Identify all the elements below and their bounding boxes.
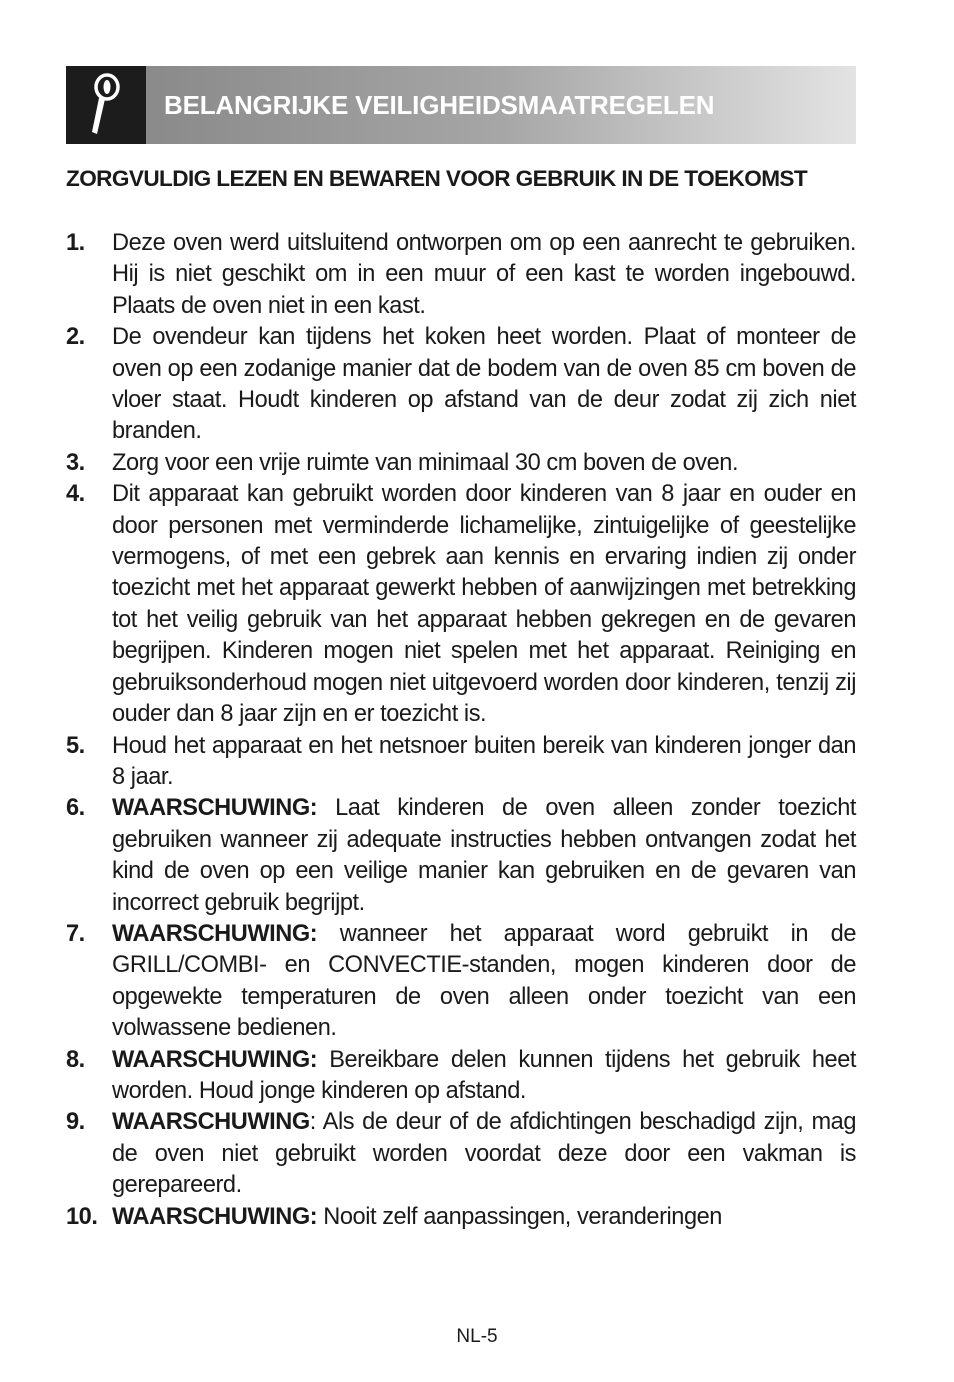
list-item [66,1107,856,1201]
list-item [66,919,856,1045]
subtitle: ZORGVULDIG LEZEN EN BEWAREN VOOR GEBRUIK IN DE TOEKOMST [66,166,808,191]
header-icon-box [66,66,146,144]
warning-label: WAARSCHUWING [112,1109,310,1136]
list-item [66,228,856,322]
item-text [112,1045,856,1108]
list-item [66,1045,856,1108]
item-body: : Als de deur of de afdichtingen beschadigd zijn, mag de oven niet gebruikt worden voordat deze door een vakman is gerepareerd. [112,1109,856,1199]
item-number: 9. [66,1109,85,1136]
item-text [112,228,856,322]
list-item [66,793,856,919]
item-number: 1. [66,230,85,256]
item-body: Dit apparaat kan gebruikt worden door kinderen van 8 jaar en ouder en door personen met verminderde lichamelijke, zintuigelijke of geestelijke vermogens, of met een gebrek aan kennis en ervaring indien zij onder toezicht met het apparaat gewerkt hebben of aanwijzingen met betrekking tot het veilig gebruik van het apparaat hebben gekregen en de gevaren begrijpen. Kinderen mogen niet spelen met het apparaat. Reiniging en gebruiksonderhoud mogen niet uitgevoerd worden door kinderen, tenzij zij ouder dan 8 jaar zijn en er toezicht is. [112,481,856,728]
item-body: De ovendeur kan tijdens het koken heet worden. Plaat of monteer de oven op een zodanige manier dat de bodem van de oven 85 cm boven de vloer staat. Houdt kinderen op afstand van de deur zodat zij zich niet branden. [112,324,856,445]
item-text [112,1107,856,1201]
page-number: NL-5 [456,1326,498,1347]
item-text [112,919,856,1045]
item-text [112,731,856,794]
warning-label: WAARSCHUWING: [112,920,318,947]
warning-label: WAARSCHUWING: [112,1046,318,1073]
item-body: Nooit zelf aanpassingen, veranderingen [317,1203,722,1230]
list-item [66,322,856,448]
item-text [112,793,856,919]
item-text [112,448,856,479]
item-text [112,479,856,730]
item-number: 8. [66,1046,85,1073]
item-number: 6. [66,795,85,822]
item-number: 7. [66,920,85,947]
section-header [66,66,856,144]
item-body: Deze oven werd uitsluitend ontworpen om op een aanrecht te gebruiken. Hij is niet geschikt om in een muur of een kast te worden ingebouwd. Plaats de oven niet in een kast. [112,230,856,319]
list-item [66,479,856,730]
item-body: Laat kinderen de oven alleen zonder toezicht gebruiken wanneer zij adequate instructies hebben ontvangen zodat het kind de oven op een veilige manier kan gebruiken en de gevaren van incorrect gebruik begrijpt. [112,795,856,916]
warning-label: WAARSCHUWING: [112,1203,318,1230]
safety-list [66,228,856,1233]
item-text [112,322,856,448]
list-item [66,731,856,794]
item-number: 5. [66,732,85,759]
item-number: 4. [66,481,85,508]
header-bar [146,66,856,144]
exclamation-pen-icon [83,72,129,138]
item-body: wanneer het apparaat word gebruikt in de GRILL/COMBI- en CONVECTIE-standen, mogen kinderen door de opgewekte temperaturen de oven alleen onder toezicht van een volwassene bedienen. [112,920,856,1042]
item-number: 2. [66,324,85,351]
item-number: 3. [66,449,85,476]
item-body: Houd het apparaat en het netsnoer buiten bereik van kinderen jonger dan 8 jaar. [112,732,856,790]
item-body: Zorg voor een vrije ruimte van minimaal 30 cm boven de oven. [112,449,739,476]
page-title: BELANGRIJKE VEILIGHEIDSMAATREGELEN [164,89,715,120]
item-body: Bereikbare delen kunnen tijdens het gebruik heet worden. Houd jonge kinderen op afstand. [112,1046,856,1104]
list-item [66,1202,856,1233]
item-number: 10. [66,1203,98,1230]
list-item [66,448,856,479]
warning-label: WAARSCHUWING: [112,795,318,822]
item-text [112,1202,856,1233]
